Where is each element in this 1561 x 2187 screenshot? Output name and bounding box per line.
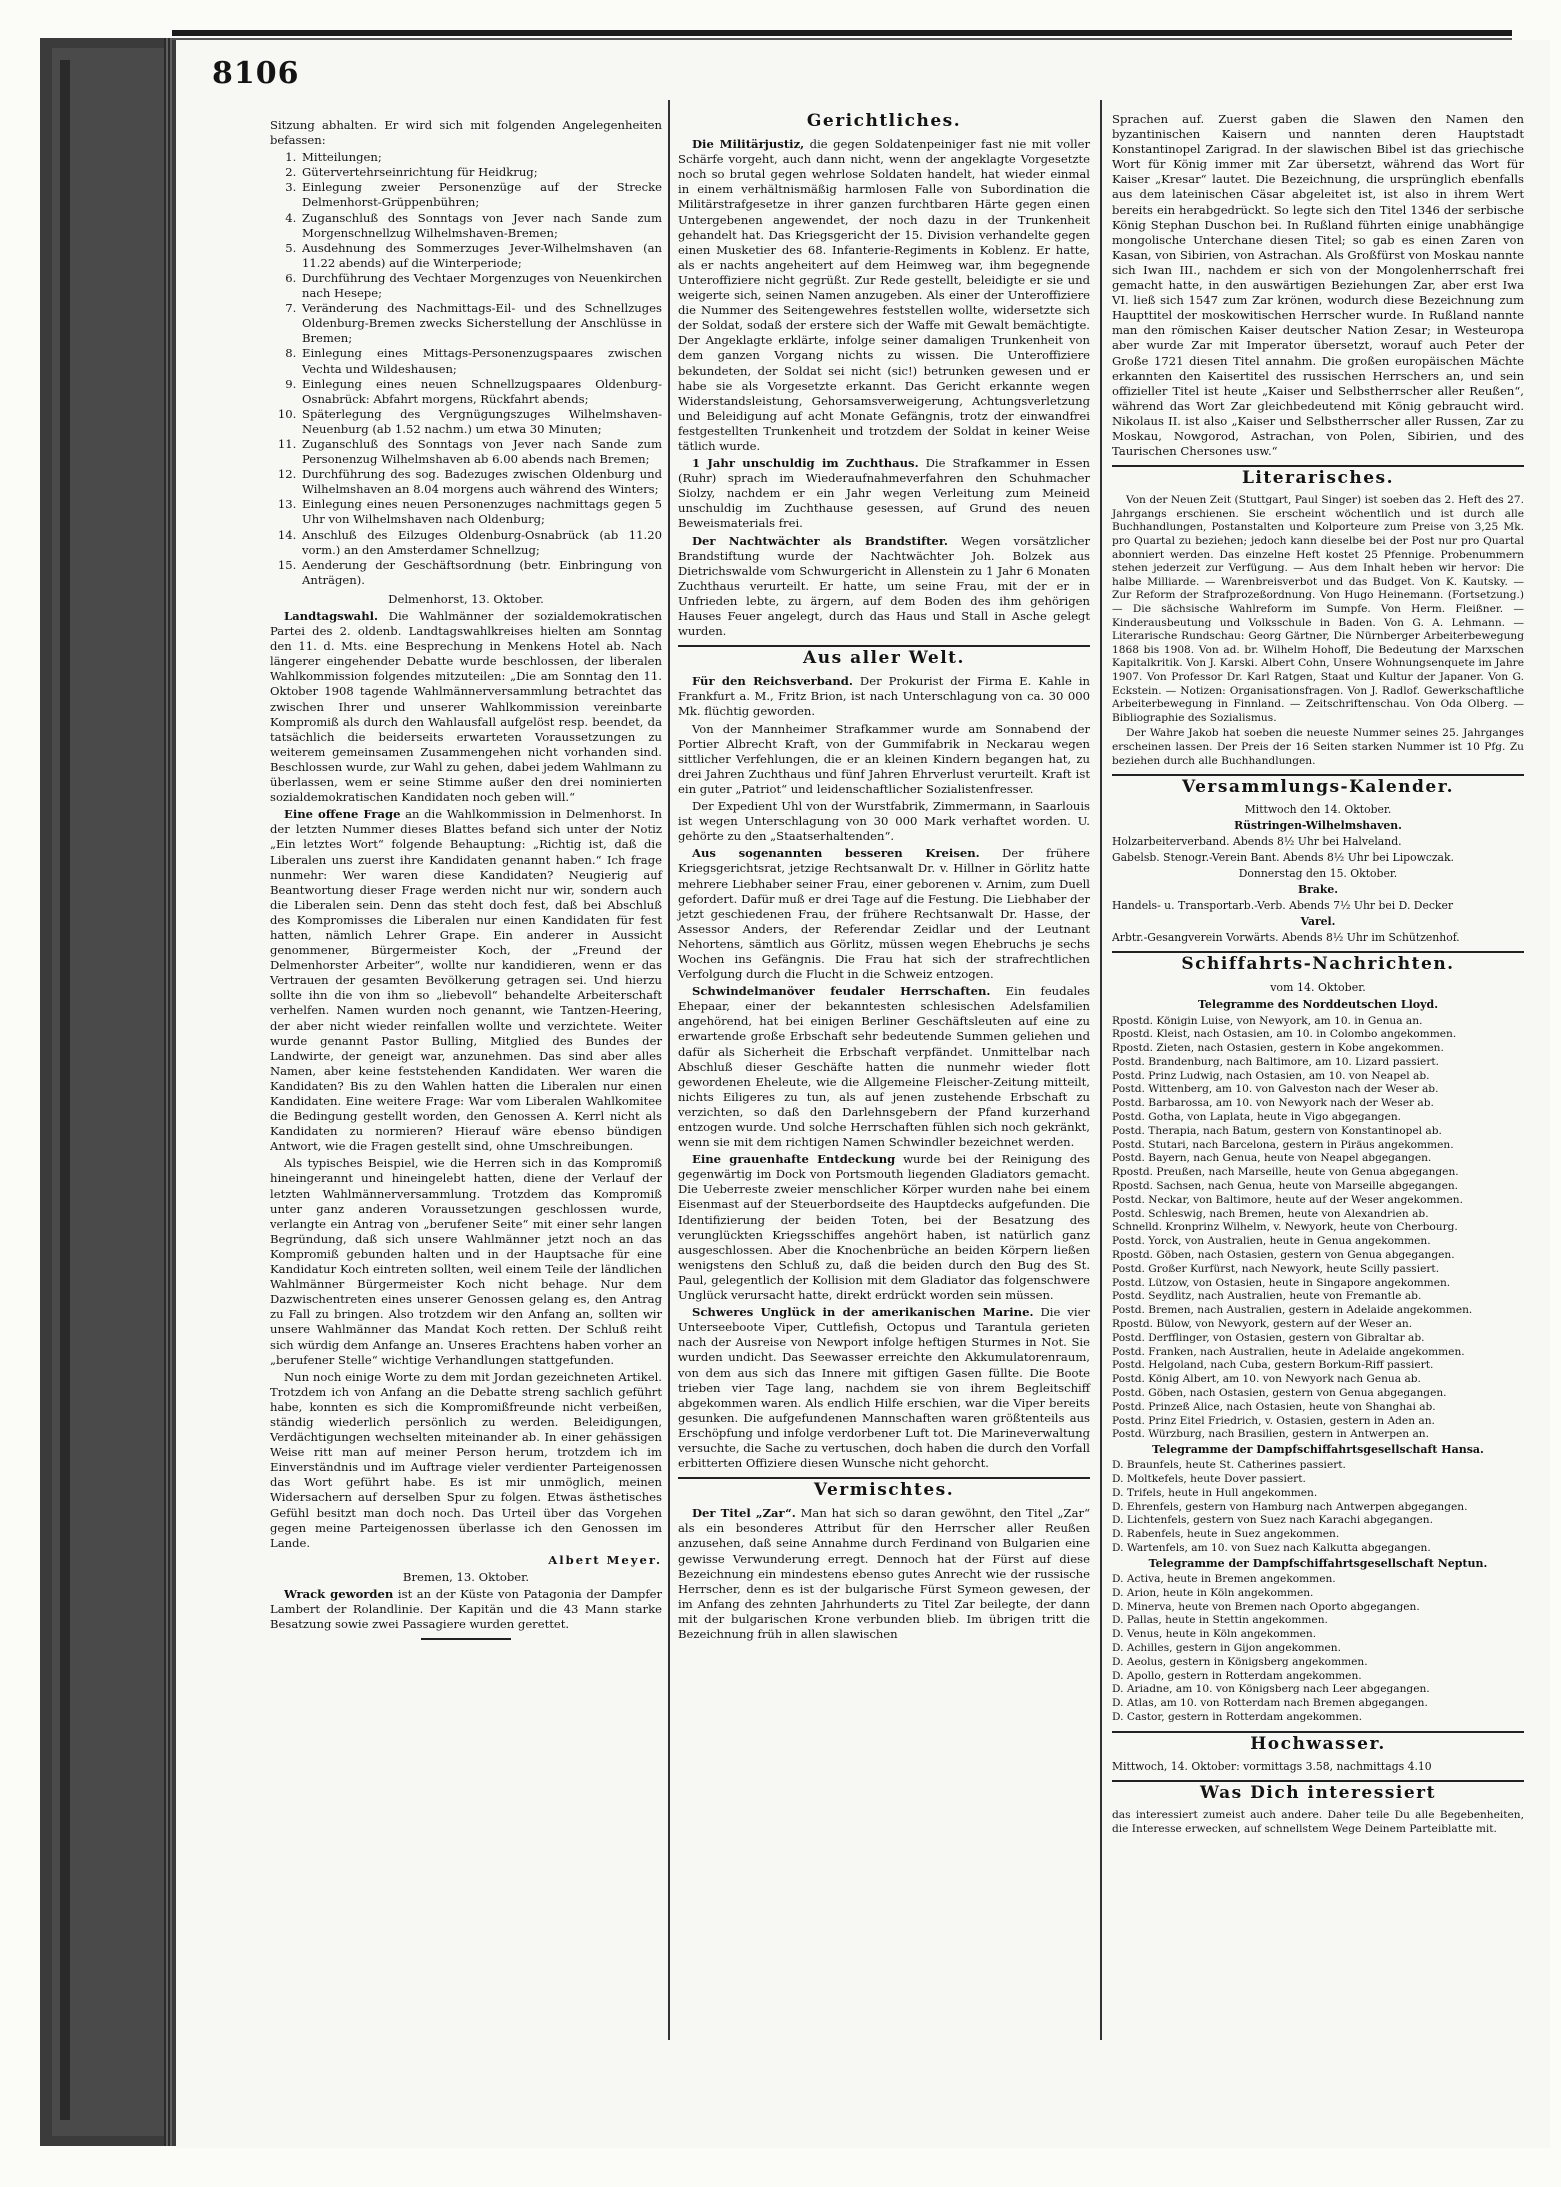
article-entdeckung: [678, 1152, 1090, 1303]
shipping-entry: D. Achilles, gestern in Gijon angekommen.: [1112, 1641, 1341, 1654]
dateline-bremen: Bremen, 13. Oktober.: [402, 1569, 530, 1584]
tide-times: Mittwoch, 14. Oktober: vormittags 3.58, nachmittags 4.10: [1112, 1759, 1432, 1773]
article-text: die gegen Soldatenpeiniger fast nie mit voller Schärfe vorgeht, auch dann nicht, wenn der angeklagte Vorgesetzte noch so brutal gegen wehrlose Soldaten handelt, hat wieder einmal in einem verhältnismäßig harmlosen Falle von Subordination die Militärstrafgesetze in ihrer ganzen furchtbaren Härte gegen einen Untergebenen angewendet, der noch dazu in der Trunkenheit gehandelt hat. Das Kriegsgericht der 15. Division verhandelte gegen einen Musketier des 68. Infanterie-Regiments in Koblenz. Er hatte, als er nachts angeheitert auf dem Heimweg war, ihm begegnende Unteroffiziere nicht gegrüßt. Zur Rede gestellt, beleidigte er sie und weigerte sich, seinen Namen anzugeben. Als einer der Unteroffiziere die Nummer des Seitengewehres feststellen wollte, widersetzte sich der Soldat, sodaß der erstere sich der Waffe mit Gewalt bemächtigte. Der Angeklagte erklärte, infolge seiner damaligen Trunkenheit von dem ganzen Vorgang nichts zu wissen. Die Unteroffiziere bekundeten, der Soldat sei nicht (sic!) betrunken gewesen und er habe sie als Vorgesetzte erkannt. Das Gericht erkannte wegen Widerstandsleistung, Gehorsamsverweigerung, Achtungsverletzung und Beleidigung auf acht Monate Gefängnis, trotz der einwandfrei festgestellten Trunkenheit und trotzdem der Soldat in keiner Weise tätlich wurde.: [678, 137, 1090, 453]
shipping-entry: Postd. Wittenberg, am 10. von Galveston nach der Weser ab.: [1112, 1083, 1439, 1096]
shipping-entry: D. Braunfels, heute St. Catherines passiert.: [1112, 1459, 1346, 1472]
shipping-subheading-hansa: Telegramme der Dampfschiffahrtsgesellschaft Hansa.: [1152, 1443, 1484, 1457]
shipping-entry: Rpostd. Preußen, nach Marseille, heute von Genua abgegangen.: [1112, 1166, 1459, 1179]
page-edges: [164, 38, 172, 2146]
calendar-entry: Handels- u. Transportarb.-Verb. Abends 7½ Uhr bei D. Decker: [1112, 899, 1453, 913]
shipping-entry: D. Activa, heute in Bremen angekommen.: [1112, 1572, 1336, 1585]
calendar-place: Rüstringen-Wilhelmshaven.: [1234, 819, 1402, 833]
calendar-entry: Holzarbeiterverband. Abends 8½ Uhr bei Halveland.: [1112, 835, 1402, 849]
article-offene-frage: [270, 807, 662, 1154]
shipping-entry: Postd. Franken, nach Australien, heute in Adelaide angekommen.: [1112, 1345, 1465, 1358]
agenda-item: 7. Veränderung des Nachmittags-Eil- und des Schnellzuges Oldenburg-Bremen zwecks Sicherstellung der Anschlüsse in Bremen;: [300, 301, 662, 346]
agenda-item: 2. Gütervertehrseinrichtung für Heidkrug;: [300, 165, 662, 180]
column-middle: [678, 104, 1090, 1644]
agenda-intro: Sitzung abhalten. Er wird sich mit folgenden Angelegenheiten befassen:: [270, 118, 662, 148]
agenda-item: 5. Ausdehnung des Sommerzuges Jever-Wilhelmshaven (an 11.22 abends) auf die Winterperiode;: [300, 241, 662, 271]
calendar-date: Donnerstag den 15. Oktober.: [1238, 867, 1398, 881]
page-number: 8106: [212, 56, 300, 91]
shipping-entry: D. Minerva, heute von Bremen nach Oporto abgegangen.: [1112, 1600, 1420, 1613]
shipping-entry: Postd. Prinzeß Alice, nach Ostasien, heute von Shanghai ab.: [1112, 1400, 1436, 1413]
agenda-item: 1. Mitteilungen;: [300, 150, 662, 165]
shipping-entry: Rpostd. Königin Luise, von Newyork, am 10. in Genua an.: [1112, 1014, 1423, 1027]
dateline-delmenhorst: Delmenhorst, 13. Oktober.: [388, 591, 544, 606]
article-zuchthaus: [678, 456, 1090, 531]
calendar-entry: Gabelsb. Stenogr.-Verein Bant. Abends 8½ Uhr bei Lipowczak.: [1112, 851, 1454, 865]
article-head: Landtagswahl.: [284, 609, 379, 623]
shipping-list-hansa: [1112, 1459, 1524, 1556]
column-divider: [668, 100, 670, 2040]
section-heading-hochwasser: Hochwasser.: [1112, 1731, 1524, 1754]
article-titel-zar: [678, 1506, 1090, 1642]
shipping-entry: Postd. Therapia, nach Batum, gestern von Konstantinopel ab.: [1112, 1124, 1442, 1137]
article-brandstifter: [678, 534, 1090, 640]
agenda-item: 8. Einlegung eines Mittags-Personenzugspaares zwischen Vechta und Wildeshausen;: [300, 346, 662, 376]
shipping-entry: Postd. Bayern, nach Genua, heute von Neapel abgegangen.: [1112, 1152, 1432, 1165]
signature: Albert Meyer.: [548, 1552, 662, 1567]
agenda-item: 12. Durchführung des sog. Badezuges zwischen Oldenburg und Wilhelmshaven an 8.04 morgens auch während des Winters;: [300, 467, 662, 497]
shipping-entry: Postd. Großer Kurfürst, nach Newyork, heute Scilly passiert.: [1112, 1262, 1440, 1275]
agenda-item: 4. Zuganschluß des Sonntags von Jever nach Sande zum Morgenschnellzug Wilhelmshaven-Bremen;: [300, 211, 662, 241]
article-head: Die Militärjustiz,: [692, 137, 805, 152]
agenda-list: [270, 150, 662, 588]
article-text: wurde bei der Reinigung des gegenwärtig im Dock von Portsmouth liegenden Gladiators gemacht. Die Ueberreste zweier menschlicher Körper wurden nahe bei einem Eisenmast auf der Steuerbordseite des Hauptdecks aufgefunden. Die Identifizierung der beiden Toten, bei der Besatzung des verunglückten Kriegsschiffes angehört haben, ist natürlich ganz ausgeschlossen. Aber die Knochenbrüche an beiden Körpern ließen wenigstens den Schluß zu, daß die beiden durch den Bug des St. Paul, gelegentlich der Kollision mit dem Gladiator das folgenschwere Unglück verursacht hatte, direkt erdrückt worden sein müssen.: [678, 1152, 1091, 1303]
agenda-item: 10. Späterlegung des Vergnügungszuges Wilhelmshaven-Neuenburg (ab 1.52 nachm.) um etwa 30 Minuten;: [300, 407, 662, 437]
shipping-entry: Postd. Prinz Ludwig, nach Ostasien, am 10. von Neapel ab.: [1112, 1069, 1430, 1082]
shipping-entry: D. Pallas, heute in Stettin angekommen.: [1112, 1614, 1328, 1627]
shipping-entry: D. Venus, heute in Köln angekommen.: [1112, 1628, 1317, 1641]
shipping-entry: D. Ariadne, am 10. von Königsberg nach Leer abgegangen.: [1112, 1683, 1430, 1696]
column-divider: [1100, 100, 1102, 2040]
shipping-entry: Postd. Seydlitz, nach Australien, heute von Fremantle ab.: [1112, 1290, 1422, 1303]
article-schwindel: [678, 984, 1090, 1150]
article-head: Eine grauenhafte Entdeckung: [692, 1152, 896, 1167]
shipping-entry: Postd. Prinz Eitel Friedrich, v. Ostasien, gestern in Aden an.: [1112, 1414, 1435, 1427]
article-text: ist an der Küste von Patagonia der Dampfer Lambert der Rolandlinie. Der Kapitän und die 43 Mann starke Besatzung sowie zwei Passagiere wurden gerettet.: [270, 1587, 663, 1632]
shipping-subheading-lloyd: Telegramme des Norddeutschen Lloyd.: [1197, 998, 1439, 1012]
article-text: Man hat sich so daran gewöhnt, den Titel „Zar“ als ein besonderes Attribut für den Herrscher aller Reußen anzusehen, daß seine Annahme durch Ferdinand von Bulgarien eine gewisse Verwunderung erregt. Dennoch hat der Fürst auf diese Bezeichnung ein mindestens ebenso gutes Anrecht wie der russische Herrscher, denn es ist der bulgarische Fürst Symeon gewesen, der im Anfang des zehnten Jahrhunderts zu Titel Zar beilegte, der dann mit der bulgarischen Krone verbunden blieb. Im übrigen tritt die Bezeichnung früh in allen slawischen: [678, 1506, 1090, 1641]
agenda-item: 9. Einlegung eines neuen Schnellzugspaares Oldenburg-Osnabrück: Abfahrt morgens, Rückfahrt abends;: [300, 377, 662, 407]
shipping-entry: D. Arion, heute in Köln angekommen.: [1112, 1586, 1314, 1599]
shipping-entry: D. Apollo, gestern in Rotterdam angekommen.: [1112, 1669, 1362, 1682]
article-marine: [678, 1305, 1090, 1471]
article-reichsverband: [678, 674, 1090, 719]
shipping-entry: D. Wartenfels, am 10. von Suez nach Kalkutta abgegangen.: [1112, 1542, 1431, 1555]
paragraph: Nun noch einige Worte zu dem mit Jordan gezeichneten Artikel. Trotzdem ich von Anfang an die Debatte streng sachlich geführt habe, konnten es sich die Kompromißfreunde nicht verbeißen, ständig wiederlich persönlich zu werden. Beleidigungen, Verdächtigungen wechselten miteinander ab. In einer gehässigen Weise ritt man auf meiner Person herum, trotzdem ich im Einverständnis und im Auftrage vieler verdienter Parteigenossen das Wort geführt habe. Es ist mir unmöglich, meinen Widersachern auf derselben Spur zu folgen. Etwas ästhetisches Gefühl besitzt man doch noch. Das Urteil über das Vorgehen gegen meine Parteigenossen überlasse ich den Genossen im Lande.: [270, 1369, 662, 1550]
article-bessere-kreise: [678, 846, 1090, 982]
shipping-entry: Postd. Bremen, nach Australien, gestern in Adelaide angekommen.: [1112, 1304, 1473, 1317]
agenda-item: 15. Aenderung der Geschäftsordnung (betr. Einbringung von Anträgen).: [300, 558, 662, 588]
calendar-place: Varel.: [1300, 915, 1336, 929]
section-heading-was-dich-interessiert: Was Dich interessiert: [1112, 1780, 1524, 1803]
agenda-item: 14. Anschluß des Eilzuges Oldenburg-Osnabrück (ab 11.20 vorm.) an den Amsterdamer Schnellzug;: [300, 528, 662, 558]
shipping-entry: Postd. Derfflinger, von Ostasien, gestern von Gibraltar ab.: [1112, 1331, 1425, 1344]
shipping-list-neptun: [1112, 1573, 1524, 1725]
article-head: Der Titel „Zar“.: [692, 1506, 796, 1521]
shipping-entry: Postd. Yorck, von Australien, heute in Genua angekommen.: [1112, 1235, 1431, 1248]
article-text: Die Strafkammer in Essen (Ruhr) sprach im Wiederaufnahmeverfahren den Schuhmacher Siolzy, nachdem er ein Jahr wegen Verleitung zum Meineid unschuldig im Zuchthause gesessen, auf Grund des neuen Beweismaterials frei.: [678, 456, 1091, 531]
shipping-entry: D. Aeolus, gestern in Königsberg angekommen.: [1112, 1655, 1368, 1668]
shipping-entry: Postd. Helgoland, nach Cuba, gestern Borkum-Riff passiert.: [1112, 1359, 1434, 1372]
column-left: [270, 118, 662, 1646]
agenda-item: 13. Einlegung eines neuen Personenzuges nachmittags gegen 5 Uhr von Wilhelmshaven nach Oldenburg;: [300, 497, 662, 527]
column-right: [1112, 112, 1524, 1838]
section-heading-schiffahrts-nachrichten: Schiffahrts-Nachrichten.: [1112, 951, 1524, 974]
article-mannheim: Von der Mannheimer Strafkammer wurde am Sonnabend der Portier Albrecht Kraft, von der Gummifabrik in Neckarau wegen sittlicher Verfehlungen, die er an kleinen Kindern begangen hat, zu drei Jahren Zuchthaus und fünf Jahren Ehrverlust verurteilt. Kraft ist ein guter „Patriot“ und leidenschaftlicher Sozialistenfresser.: [678, 721, 1090, 796]
shipping-entry: Postd. Lützow, von Ostasien, heute in Singapore angekommen.: [1112, 1276, 1451, 1289]
shipping-entry: Rpostd. Kleist, nach Ostasien, am 10. in Colombo angekommen.: [1112, 1028, 1457, 1041]
paragraph: Als typisches Beispiel, wie die Herren sich in das Kompromiß hineingerannt und hineingelebt hatten, diene der Verlauf der letzten Wahlmännerversammlung. Trotzdem das Kompromiß unter ganz anderen Voraussetzungen geschlossen wurde, verlangte ein Antrag von „berufener Seite“ mit einer sehr langen Begründung, daß sich unsere Wahlmänner jetzt noch an das Kompromiß gebunden halten und in der Hauptsache für eine Kandidatur Koch eintreten sollten, weil einem Teile der ländlichen Wahlmänner Bürgermeister Koch nicht behage. Nur dem Dazwischentreten eines unserer Genossen gelang es, den Antrag zu Fall zu bringen. Also trotzdem wir den Anfang an, sollten wir unsere Wahlmänner das Mandat Koch retten. Der Schluß reiht sich würdig dem Anfange an. Unseres Erachtens haben vorher an „berufener Stelle“ wichtige Verhandlungen stattgefunden.: [270, 1156, 662, 1367]
article-wahre-jakob: Der Wahre Jakob hat soeben die neueste Nummer seines 25. Jahrganges erscheinen lassen. Der Preis der 16 Seiten starken Nummer ist 10 Pfg. Zu beziehen durch alle Buchhandlungen.: [1112, 727, 1524, 767]
shipping-entry: D. Ehrenfels, gestern von Hamburg nach Antwerpen abgegangen.: [1112, 1500, 1468, 1513]
article-wrack: [270, 1587, 662, 1632]
shipping-entry: Postd. Gotha, von Laplata, heute in Vigo abgegangen.: [1112, 1111, 1402, 1124]
article-head: Schwindelmanöver feudaler Herrschaften.: [692, 984, 991, 999]
article-head: Aus sogenannten besseren Kreisen.: [692, 846, 980, 861]
shipping-entry: D. Castor, gestern in Rotterdam angekommen.: [1112, 1710, 1363, 1723]
article-head: Wrack geworden: [284, 1587, 394, 1601]
section-heading-gerichtliches: Gerichtliches.: [806, 111, 962, 131]
shipping-entry: Schnelld. Kronprinz Wilhelm, v. Newyork, heute von Cherbourg.: [1112, 1221, 1458, 1234]
section-heading-aus-aller-welt: Aus aller Welt.: [678, 645, 1090, 668]
shipping-entry: D. Moltkefels, heute Dover passiert.: [1112, 1473, 1306, 1486]
shipping-entry: D. Trifels, heute in Hull angekommen.: [1112, 1486, 1318, 1499]
article-head: Eine offene Frage: [284, 807, 401, 822]
article-text: Wegen vorsätzlicher Brandstiftung wurde der Nachtwächter Joh. Bolzek aus Dietrichswalde vom Schwurgericht in Allenstein zu 1 Jahr 6 Monaten Zuchthaus verurteilt. Er hatte, um seine Frau, mit der er in Unfrieden lebte, zu ärgern, auf dem Boden des ihm gehörigen Hauses Feuer angelegt, durch das Haus und Stall in Asche gelegt wurden.: [678, 533, 1091, 639]
article-wurstfabrik: Der Expedient Uhl von der Wurstfabrik, Zimmermann, in Saarlouis ist wegen Unterschlagung von 30 000 Mark verhaftet worden. U. gehörte zu den „Staatserhaltenden“.: [678, 799, 1090, 844]
article-head: Der Nachtwächter als Brandstifter.: [692, 533, 948, 548]
section-heading-versammlungs-kalender: Versammlungs-Kalender.: [1112, 774, 1524, 797]
calendar-entry: Arbtr.-Gesangverein Vorwärts. Abends 8½ Uhr im Schützenhof.: [1112, 931, 1460, 945]
agenda-item: 3. Einlegung zweier Personenzüge auf der Strecke Delmenhorst-Grüppenbühren;: [300, 180, 662, 210]
notice-text: das interessiert zumeist auch andere. Daher teile Du alle Begebenheiten, die Interesse erwecken, auf schnellstem Wege Deinem Parteiblatte mit.: [1112, 1808, 1524, 1835]
top-border-rule-thin: [172, 38, 1512, 40]
article-text: Die vier Unterseeboote Viper, Cuttlefish, Octopus und Tarantula gerieten nach der Ausreise von Newport infolge heftigen Sturmes in Not. Sie wurden undicht. Das Seewasser erreichte den Akkumulatorenraum, von dem aus sich das Innere mit giftigen Gasen füllte. Die Boote trieben vier Tage lang, nachdem sie von ihrem Begleitschiff abgekommen waren. Als endlich Hilfe erschien, war die Viper bereits gesunken. Die aufgefundenen Mannschaften waren größtenteils aus Erschöpfung und infolge verdorbener Luft tot. Die Marineverwaltung versuchte, die Sache zu vertuschen, doch haben die durch den Vorfall erbitterten Offiziere diesen Wunsche nicht gehorcht.: [678, 1305, 1090, 1471]
shipping-entry: Postd. Stutari, nach Barcelona, gestern in Piräus angekommen.: [1112, 1138, 1454, 1151]
calendar-place: Brake.: [1298, 883, 1338, 897]
agenda-item: 6. Durchführung des Vechtaer Morgenzuges von Neuenkirchen nach Hesepe;: [300, 271, 662, 301]
shipping-entry: D. Lichtenfels, gestern von Suez nach Karachi abgegangen.: [1112, 1514, 1433, 1527]
shipping-entry: Postd. Würzburg, nach Brasilien, gestern in Antwerpen an.: [1112, 1428, 1429, 1441]
shipping-list-lloyd: [1112, 1015, 1524, 1443]
article-militaerjustiz: [678, 137, 1090, 454]
shipping-entry: Rpostd. Bülow, von Newyork, gestern auf der Weser an.: [1112, 1318, 1413, 1331]
article-text: Die Wahlmänner der sozialdemokratischen Partei des 2. oldenb. Landtagswahlkreises hielten am Sonntag den 11. d. Mts. eine Besprechung in Menkens Hotel ab. Nach längerer eingehender Debatte wurde beschlossen, der liberalen Wahlkommission folgendes mitzuteilen: „Die am Sonntag den 11. Oktober 1908 tagende Wahlmännerversammlung betrachtet das zwischen Ihrer und unserer Wahlkommission vereinbarte Kompromiß als durch den Wahlausfall aufgelöst resp. beendet, da tatsächlich die beiderseits erwarteten Voraussetzungen zu weiterem gemeinsamen Zusammengehen nicht vorhanden sind. Beschlossen wurde, zur Wahl zu gehen, dabei jedem Wahlmann zu überlassen, wem er seine Stimme außer den drei nominierten sozialdemokratischen Kandidaten noch geben will.“: [270, 609, 662, 805]
calendar-date: Mittwoch den 14. Oktober.: [1244, 803, 1392, 817]
article-head: 1 Jahr unschuldig im Zuchthaus.: [692, 456, 919, 471]
shipping-entry: Postd. Göben, nach Ostasien, gestern von Genua abgegangen.: [1112, 1387, 1447, 1400]
shipping-entry: Postd. Schleswig, nach Bremen, heute von Alexandrien ab.: [1112, 1207, 1429, 1220]
article-text: Der frühere Kriegsgerichtsrat, jetzige Rechtsanwalt Dr. v. Hillner in Görlitz hatte mehrere Liebhaber seiner Frau, einer geborenen v. Arnim, zum Duell gefordert. Dafür muß er drei Tage auf die Festung. Die Liebhaber der jetzt geschiedenen Frau, der frühere Rechtsanwalt Dr. Hasse, der Assessor Anders, der Referendar Zeidlar und der Leutnant Nehortens, sämtlich aus Görlitz, müssen wegen Ehebruchs je sechs Wochen ins Gefängnis. Die Frau hat sich der strafrechtlichen Verfolgung durch die Flucht in die Schweiz entzogen.: [678, 846, 1090, 982]
article-landtagswahl: [270, 609, 662, 805]
top-border-rule: [172, 30, 1512, 36]
article-zar-continued: Sprachen auf. Zuerst gaben die Slawen den Namen den byzantinischen Kaisern und nannten deren Hauptstadt Konstantinopel Zarigrad. In der slawischen Bibel ist das griechische Wort für König immer mit Zar übersetzt, während das Wort für Kaiser „Kresar“ lautet. Die Bezeichnung, die ursprünglich ebenfalls aus dem lateinischen Cäsar abgeleitet ist, ist also in ihrem Wert bereits ein herabgedrückt. So legte sich den Titel 1346 der serbische König Stephan Duschon bei. In Rußland führten einige unabhängige mongolische Unterchane diesen Titel; so gab es einen Zaren von Kasan, von Sibirien, von Astrachan. Als Großfürst von Moskau nannte sich Iwan III., nachdem er sich von der Mongolenherrschaft frei gemacht hatte, in den auswärtigen Beziehungen Zar, aber erst Iwa VI. ließ sich 1547 zum Zar krönen, wodurch diese Bezeichnung zum Haupttitel der moskowitischen Herrscher wurde. In Rußland nannte man den römischen Kaiser deutscher Nation Zesar; in Westeuropa aber wurde Zar mit Imperator übersetzt, worauf auch Peter der Große 1721 diesen Titel annahm. Die großen europäischen Mächte erkannten den Kaisertitel des russischen Herrschers an, und sein offizieller Titel ist heute „Kaiser und Selbstherrscher aller Reußen“, während das Wort Zar gleichbedeutend mit König gebraucht wird. Nikolaus II. ist also „Kaiser und Selbstherrscher aller Russen, Zar zu Moskau, Nowgorod, Astrachan, von Polen, Sibirien, und des Taurischen Chersones usw.“: [1112, 112, 1524, 459]
section-heading-literarisches: Literarisches.: [1112, 465, 1524, 488]
end-rule: [421, 1638, 511, 1640]
shipping-entry: Rpostd. Zieten, nach Ostasien, gestern in Kobe angekommen.: [1112, 1042, 1444, 1055]
shipping-date: vom 14. Oktober.: [1270, 981, 1366, 995]
shipping-entry: Postd. König Albert, am 10. von Newyork nach Genua ab.: [1112, 1373, 1421, 1386]
shipping-entry: Postd. Barbarossa, am 10. von Newyork nach der Weser ab.: [1112, 1097, 1434, 1110]
shipping-entry: Postd. Brandenburg, nach Baltimore, am 10. Lizard passiert.: [1112, 1055, 1440, 1068]
article-head: Für den Reichsverband.: [692, 674, 853, 689]
agenda-item: 11. Zuganschluß des Sonntags von Jever nach Sande zum Personenzug Wilhelmshaven ab 6.00 abends nach Bremen;: [300, 437, 662, 467]
article-neue-zeit: Von der Neuen Zeit (Stuttgart, Paul Singer) ist soeben das 2. Heft des 27. Jahrgangs erschienen. Sie erscheint wöchentlich und ist durch alle Buchhandlungen, Postanstalten und Kolporteure zum Preise von 3,25 Mk. pro Quartal zu beziehen; jedoch kann dieselbe bei der Post nur pro Quartal abonniert werden. Das einzelne Heft kostet 25 Pfennige. Probenummern stehen jederzeit zur Verfügung. — Aus dem Inhalt heben wir hervor: Die halbe Milliarde. — Warenbreisverbot und das Budget. Von K. Kautsky. — Zur Reform der Strafprozeßordnung. Von Hugo Heinemann. (Fortsetzung.) — Die sächsische Wahlreform im Sumpfe. Von Herm. Fleißner. — Kinderausbeutung und Volksschule in Baden. Von G. A. Lehmann. — Literarische Rundschau: Georg Gärtner, Die Nürnberger Arbeiterbewegung 1868 bis 1908. Von ad. br. Wilhelm Hohoff, Die Bedeutung der Marxschen Kapitalkritik. Von J. Karski. Albert Cohn, Unsere Wohnungsenquete im Jahre 1907. Von Professor Dr. Karl Ratgen, Staat und Kultur der Japaner. Von G. Eckstein. — Notizen: Organisationsfragen. Von J. Radlof. Gewerkschaftliche Arbeiterbewegung in Finnland. — Zeitschriftenschau. Von Oda Olberg. — Bibliographie des Sozialismus.: [1112, 494, 1524, 724]
article-text: an die Wahlkommission in Delmenhorst. In der letzten Nummer dieses Blattes befand sich unter der Notiz „Ein letztes Wort“ folgende Behauptung: „Richtig ist, daß die Liberalen uns zuerst ihre Kandidaten genannt haben.“ Ich frage nunmehr: Wer waren diese Kandidaten? Neugierig auf Beantwortung dieser Frage werden nicht nur wir, sondern auch die Liberalen sein. Denn das steht doch fest, daß bei Abschluß des Kompromisses die Liberalen nur einen Kandidaten für fest hatten, nämlich Lehrer Grape. Ein anderer in Aussicht genommener, Bürgermeister Koch, der „Freund der Delmenhorster Arbeiter“, wollte nur kandidieren, wenn er das Vertrauen der gesamten Bevölkerung getragen sei. Und hierzu sollte ihn die von ihm so „liebevoll“ behandelte Arbeiterschaft verhelfen. Namen wurden noch genannt, wie Tantzen-Heering, der aber nicht wieder reinfallen wollte und verzichtete. Weiter wurde genannt Pastor Bulling, Mitglied des Bundes der Landwirte, der geneigt war, anzunehmen. Das sind aber alles Namen, aber keine feststehenden Kandidaten. Wer waren die Kandidaten? Bis zu den Wahlen hatten die Liberalen nur einen Kandidaten. Eine weitere Frage: War vom Liberalen Wahlkomitee die Bedingung gestellt worden, den Genossen A. Kerrl nicht als Kandidaten zu normieren? Hierauf wäre ebenso bündigen Antwort, wie die Fragen gestellt sind, ohne Umschreibungen.: [270, 807, 662, 1154]
binding-spine: [60, 60, 70, 2120]
article-text: Ein feudales Ehepaar, einer der bekanntesten schlesischen Adelsfamilien angehörend, hat bei einigen Berliner Geschäftsleuten auf eine zu erwartende große Erbschaft sehr bedeutende Summen geliehen und dafür als Sicherheit die Erbschaft verpfändet. Unmittelbar nach Abschluß dieser Geschäfte hatten die nunmehr wieder flott gewordenen Eheleute, wie die Allgemeine Fleischer-Zeitung mitteilt, nichts Eiligeres zu tun, als auf jenen zustehende Erbschaft zu verzichten, so daß den Darlehnsgebern der Pfand kurzerhand entzogen wurde. Und solche Herrschaften fühlen sich noch gekränkt, wenn sie mit dem richtigen Namen Schwindler bezeichnet werden.: [678, 984, 1091, 1150]
shipping-entry: Rpostd. Sachsen, nach Genua, heute von Marseille abgegangen.: [1112, 1180, 1459, 1193]
shipping-entry: Postd. Neckar, von Baltimore, heute auf der Weser angekommen.: [1112, 1193, 1463, 1206]
article-text: Der Prokurist der Firma E. Kahle in Frankfurt a. M., Fritz Brion, ist nach Unterschlagung von ca. 30 000 Mk. flüchtig geworden.: [678, 674, 1090, 719]
section-heading-vermischtes: Vermischtes.: [678, 1477, 1090, 1500]
article-head: Schweres Unglück in der amerikanischen Marine.: [692, 1305, 1034, 1320]
shipping-subheading-neptun: Telegramme der Dampfschiffahrtsgesellschaft Neptun.: [1148, 1556, 1488, 1570]
shipping-entry: D. Rabenfels, heute in Suez angekommen.: [1112, 1528, 1340, 1541]
shipping-entry: Rpostd. Göben, nach Ostasien, gestern von Genua abgegangen.: [1112, 1249, 1455, 1262]
shipping-entry: D. Atlas, am 10. von Rotterdam nach Bremen abgegangen.: [1112, 1697, 1428, 1710]
